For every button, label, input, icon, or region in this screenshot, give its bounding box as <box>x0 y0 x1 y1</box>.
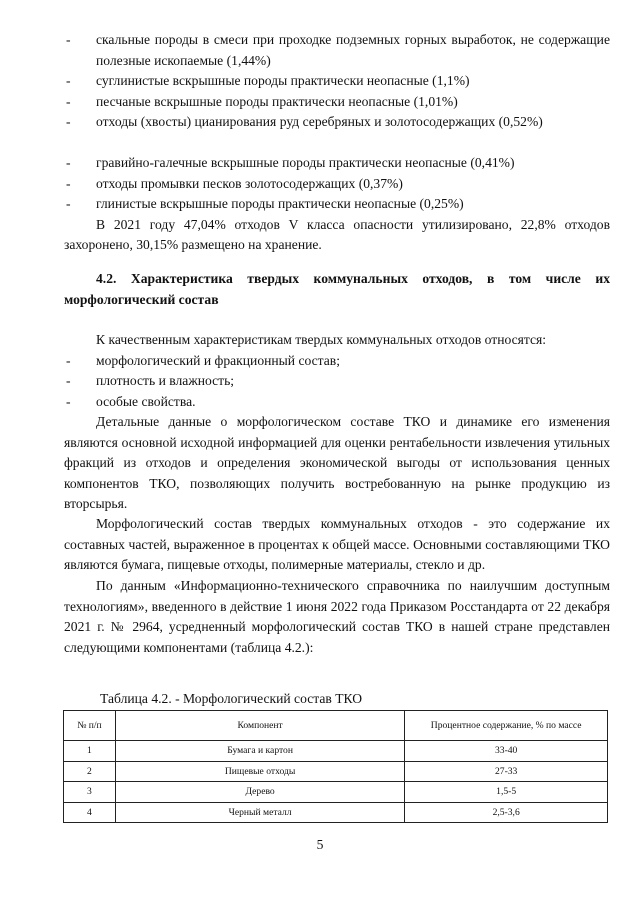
cell-number: 3 <box>64 782 116 803</box>
table-row <box>64 761 608 782</box>
page-number: 5 <box>316 837 324 852</box>
header-cell-number: № п/п <box>64 711 116 741</box>
table-row <box>64 782 608 803</box>
cell-component: Дерево <box>115 782 404 803</box>
cell-percentage: 2,5-3,6 <box>405 802 608 823</box>
paragraph-details: Детальные данные о морфологическом составе ТКО и динамике его изменения являются основной исходной информацией для оценки рентабельности извлечения утильных фракций из отходов и определения экономической выгоды от использования ценных компонентов ТКО, позволяющих получить востребованную на рынке продукцию из вторсырья. <box>64 414 610 511</box>
table-row <box>64 741 608 762</box>
bullet-dash: - <box>66 114 71 129</box>
list-item <box>66 351 610 372</box>
bullet-dash: - <box>66 393 71 409</box>
bullet-dash: - <box>66 175 71 191</box>
cell-number: 2 <box>64 761 116 782</box>
table-caption: Таблица 4.2. - Морфологический состав ТКО <box>100 691 363 706</box>
bullet-text: отходы промывки песков золотосодержащих (0,37%) <box>96 175 403 191</box>
cell-percentage: 1,5-5 <box>405 782 608 803</box>
bullet-text: суглинистые вскрышные породы практически неопасные (1,1%) <box>96 73 470 88</box>
bullet-text: отходы (хвосты) цианирования руд серебряных и золотосодержащих (0,52%) <box>96 114 543 129</box>
bullet-dash: - <box>66 373 71 388</box>
cell-percentage: 33-40 <box>405 741 608 762</box>
bullet-text: скальные породы в смеси при проходке подземных горных выработок, не содержащие полезные ископаемые (1,44%) <box>96 32 610 68</box>
header-cell-component: Компонент <box>115 711 404 741</box>
list-item <box>66 371 610 392</box>
bullet-dash: - <box>66 93 71 109</box>
paragraph-2021-stats: В 2021 году 47,04% отходов V класса опасности утилизировано, 22,8% отходов захоронено, 30,15% размещено на хранение. <box>64 216 610 252</box>
paragraph-reference: По данным «Информационно-технического справочника по наилучшим доступным технологиям», введенного в действие 1 июня 2022 года Приказом Росстандарта от 22 декабря 2021 г. № 2964, усредненный морфологический состав ТКО в нашей стране представлен следующими компонентами (таблица 4.2.): <box>64 578 610 655</box>
bullet-text: песчаные вскрышные породы практически неопасные (1,01%) <box>96 93 458 109</box>
list-item <box>66 30 610 71</box>
cell-number: 4 <box>64 802 116 823</box>
list-item <box>66 392 610 413</box>
cell-component: Бумага и картон <box>115 741 404 762</box>
list-item <box>66 153 610 174</box>
bullet-text: особые свойства. <box>96 393 196 409</box>
paragraph-morphology: Морфологический состав твердых коммунальных отходов - это содержание их составных частей, выраженное в процентах к общей массе. Основными составляющими ТКО являются бумага, пищевые отходы, полимерные материалы, стекло и др. <box>64 516 610 572</box>
bullet-dash: - <box>66 155 71 170</box>
bullet-text: морфологический и фракционный состав; <box>96 352 341 368</box>
bullet-text: глинистые вскрышные породы практически неопасные (0,25%) <box>96 196 464 211</box>
table-row <box>64 802 608 823</box>
cell-percentage: 27-33 <box>405 761 608 782</box>
header-cell-percentage: Процентное содержание, % по массе <box>405 711 608 741</box>
list-item <box>66 194 610 215</box>
bullet-dash: - <box>66 73 71 88</box>
intro-paragraph: К качественным характеристикам твердых коммунальных отходов относятся: <box>96 332 547 347</box>
list-item <box>66 112 610 133</box>
bullet-text: плотность и влажность; <box>96 373 235 388</box>
bullet-dash: - <box>66 352 71 368</box>
morphology-table <box>63 710 608 823</box>
cell-number: 1 <box>64 741 116 762</box>
cell-component: Пищевые отходы <box>115 761 404 782</box>
bullet-dash: - <box>66 32 71 47</box>
table-header-row <box>64 711 608 741</box>
list-item <box>66 71 610 92</box>
bullet-dash: - <box>66 196 71 211</box>
list-item <box>66 174 610 195</box>
cell-component: Черный металл <box>115 802 404 823</box>
list-item <box>66 92 610 113</box>
bullet-text: гравийно-галечные вскрышные породы практически неопасные (0,41%) <box>96 155 515 170</box>
section-heading: 4.2. Характеристика твердых коммунальных отходов, в том числе их морфологический состав <box>64 271 610 307</box>
